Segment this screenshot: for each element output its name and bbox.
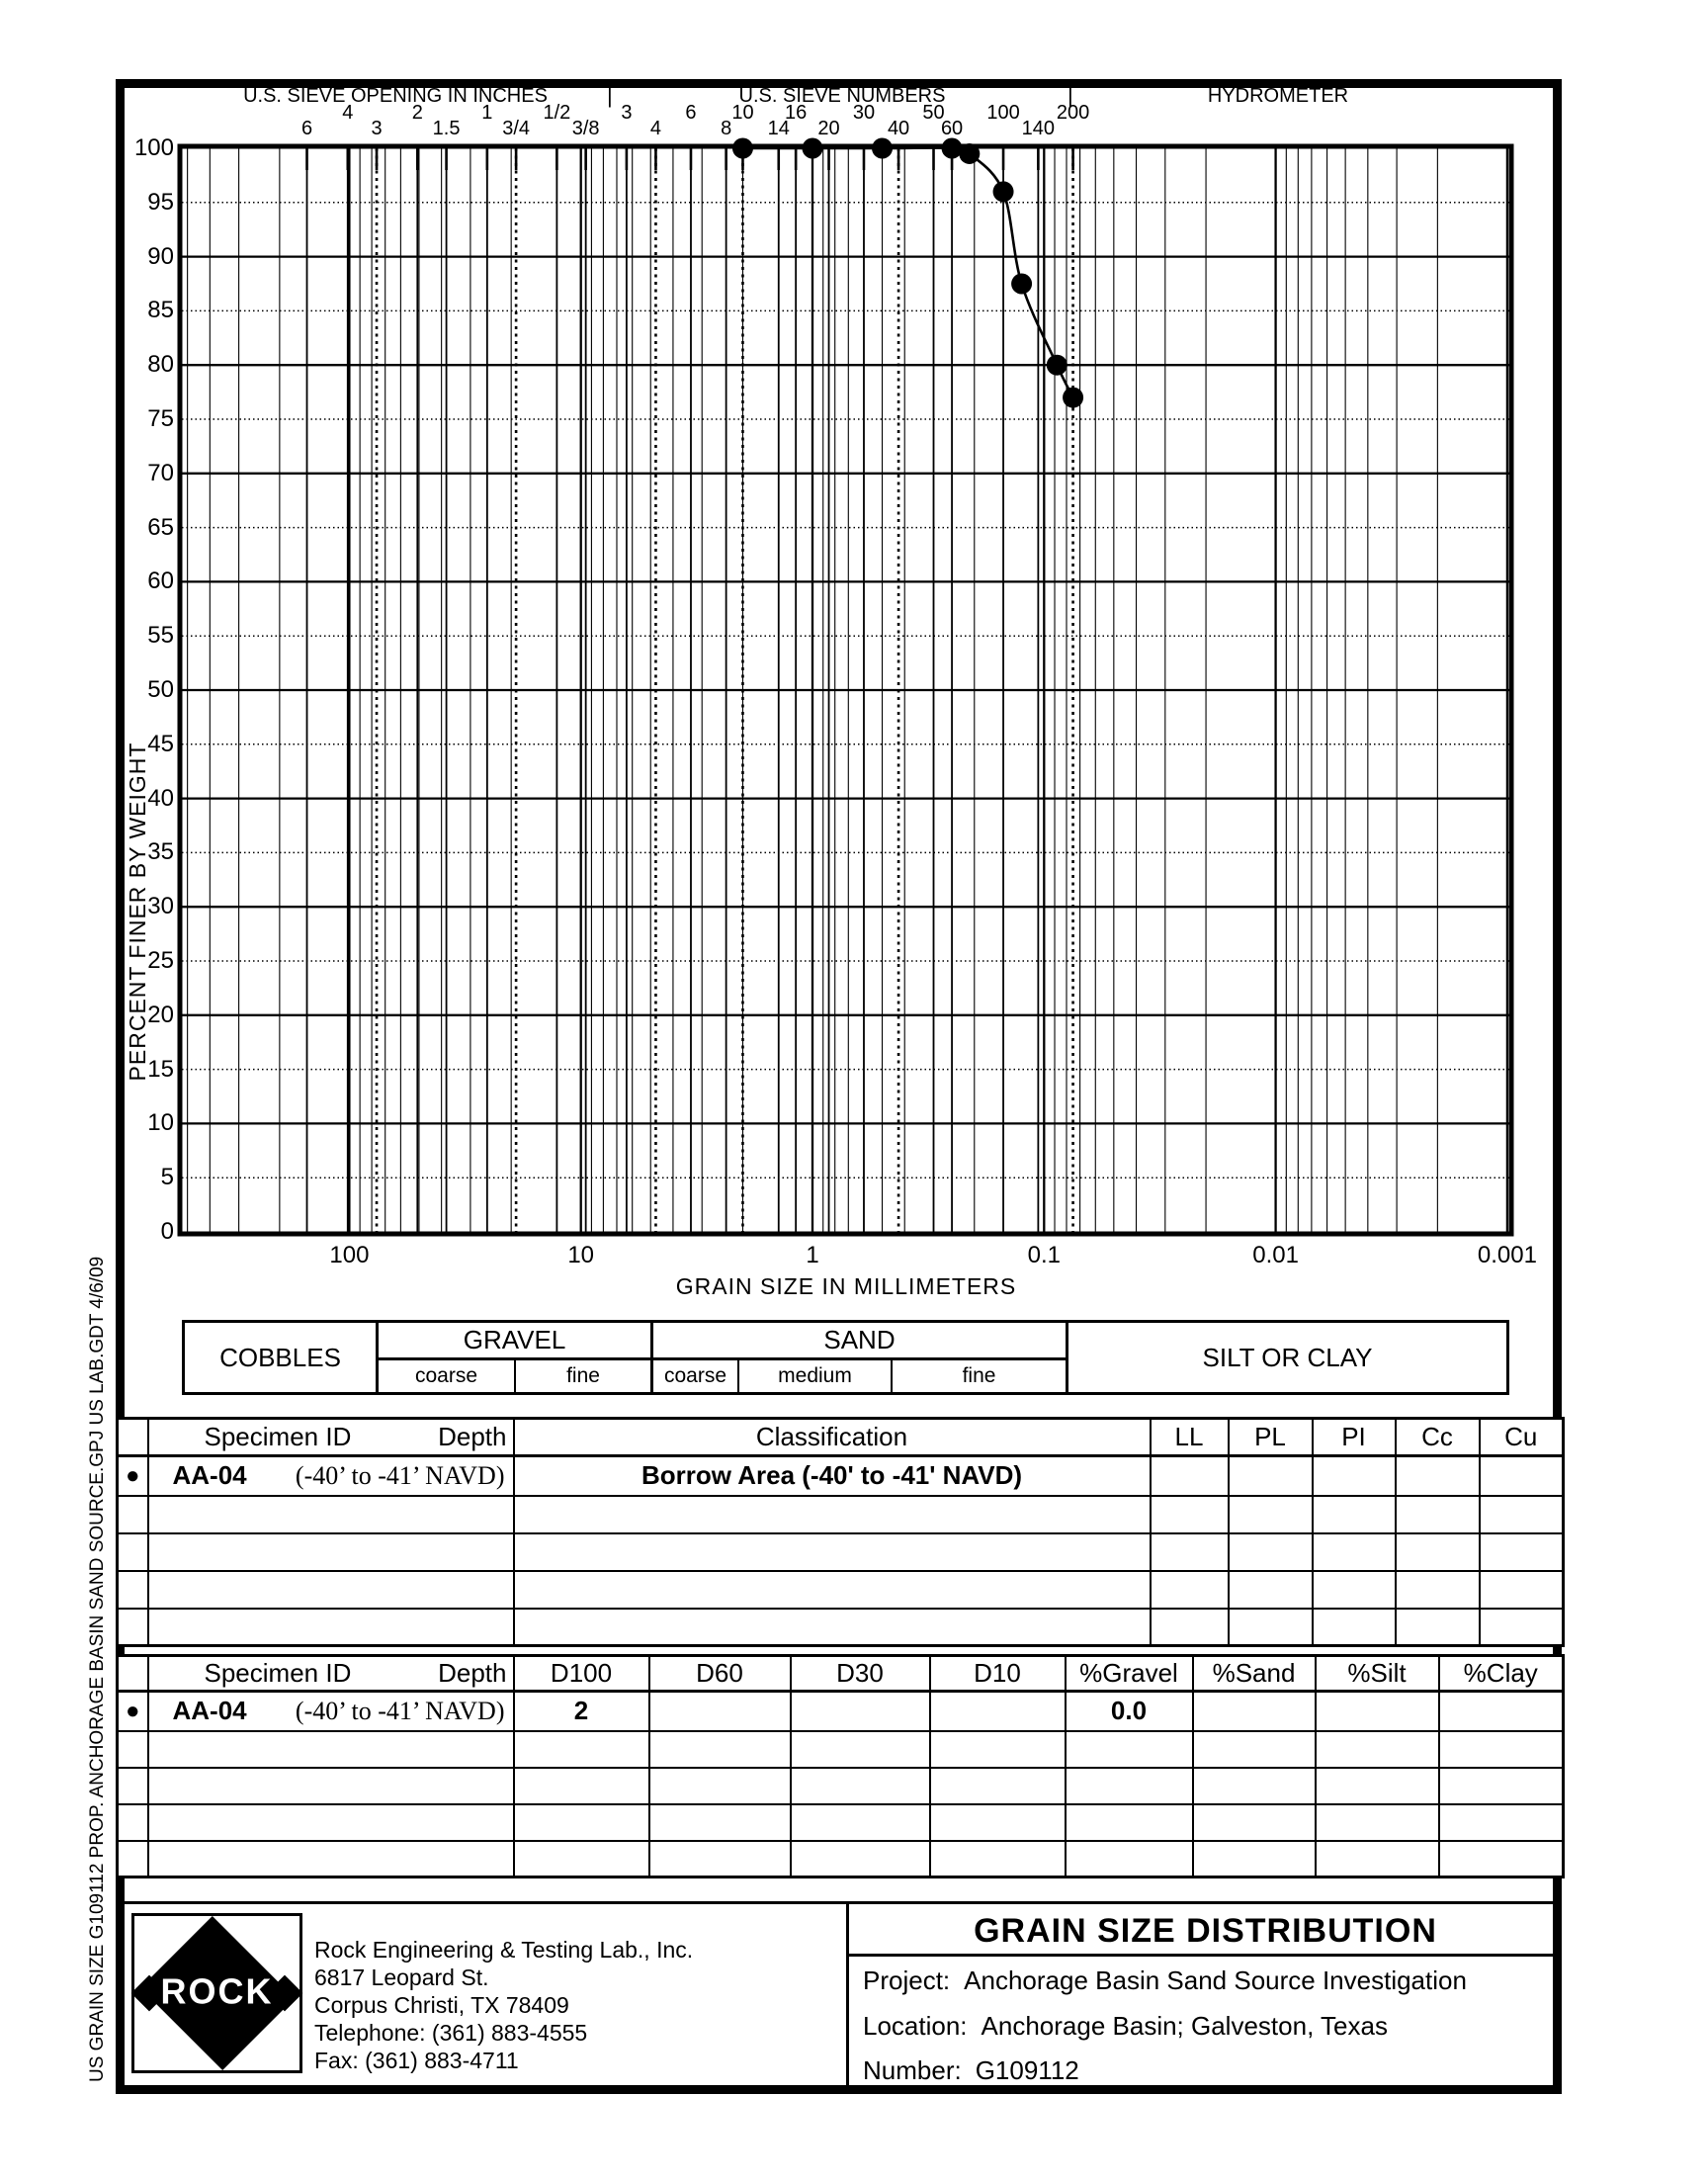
clay-value-cell bbox=[1439, 1692, 1564, 1731]
sieve-tick-label: 140 bbox=[1021, 118, 1056, 139]
d30-header-cell: D30 bbox=[791, 1656, 930, 1692]
empty-cell bbox=[1066, 1768, 1193, 1804]
sieve-tick-label: 60 bbox=[940, 118, 964, 139]
empty-cell bbox=[1193, 1731, 1316, 1768]
silt-or-clay-cell: SILT OR CLAY bbox=[1202, 1342, 1373, 1372]
specimen-depth-cell bbox=[148, 1456, 514, 1496]
gravel-fine-label: fine bbox=[566, 1364, 600, 1387]
empty-cell bbox=[1313, 1609, 1396, 1646]
empty-row bbox=[118, 1731, 1564, 1768]
d60-value-cell bbox=[649, 1692, 791, 1731]
logo-text: ROCK bbox=[160, 1970, 274, 2012]
empty-cell bbox=[514, 1804, 649, 1841]
empty-cell bbox=[1316, 1841, 1439, 1877]
gravel-coarse-label: coarse bbox=[379, 1360, 516, 1392]
cc-header-cell: Cc bbox=[1396, 1419, 1480, 1456]
sieve-tick-label: 1/2 bbox=[543, 102, 571, 124]
empty-cell bbox=[1480, 1496, 1564, 1533]
sieve-tick-label: 2 bbox=[411, 102, 423, 124]
depth-header: Depth bbox=[438, 1658, 507, 1688]
pl-header-cell: PL bbox=[1229, 1419, 1313, 1456]
empty-cell bbox=[148, 1609, 514, 1646]
d10-value-cell bbox=[930, 1692, 1066, 1731]
silt-value-cell bbox=[1316, 1692, 1439, 1731]
x-tick-label: 0.1 bbox=[1027, 1242, 1061, 1268]
empty-cell bbox=[148, 1496, 514, 1533]
empty-cell bbox=[148, 1768, 514, 1804]
y-tick-label: 10 bbox=[147, 1109, 174, 1137]
sieve-tick-label: 8 bbox=[721, 118, 732, 139]
empty-row bbox=[118, 1496, 1564, 1533]
y-tick-label: 90 bbox=[147, 242, 174, 270]
sieve-tick-label: 10 bbox=[731, 102, 754, 124]
sand-label: SAND bbox=[653, 1323, 1066, 1360]
empty-cell bbox=[514, 1533, 1151, 1571]
empty-cell bbox=[1480, 1533, 1564, 1571]
x-axis-title: GRAIN SIZE IN MILLIMETERS bbox=[675, 1273, 1017, 1299]
y-tick-label: 0 bbox=[160, 1218, 174, 1245]
sieve-tick-label: 6 bbox=[300, 118, 313, 139]
empty-cell bbox=[649, 1768, 791, 1804]
empty-row bbox=[118, 1609, 1564, 1646]
y-tick-label: 55 bbox=[147, 622, 174, 650]
sieve-tick-label: 1 bbox=[481, 102, 493, 124]
empty-cell bbox=[1316, 1731, 1439, 1768]
row-symbol-marker: ● bbox=[118, 1692, 148, 1731]
cu-value-cell bbox=[1480, 1456, 1564, 1496]
sieve-tick-label: 16 bbox=[785, 102, 808, 124]
sieve-tick-label: 4 bbox=[342, 102, 354, 124]
gravel-header-cell: %Gravel bbox=[1066, 1656, 1193, 1692]
depth-value: (-40’ to -41’ NAVD) bbox=[295, 1460, 505, 1490]
empty-cell bbox=[1313, 1533, 1396, 1571]
empty-cell bbox=[514, 1768, 649, 1804]
empty-cell bbox=[148, 1571, 514, 1609]
empty-cell bbox=[514, 1841, 649, 1877]
empty-cell bbox=[649, 1804, 791, 1841]
sieve-tick-label: 3 bbox=[371, 118, 383, 139]
x-tick-label: 10 bbox=[567, 1242, 595, 1268]
empty-cell bbox=[791, 1731, 930, 1768]
ll-value-cell bbox=[1151, 1456, 1229, 1496]
empty-cell bbox=[791, 1768, 930, 1804]
empty-cell bbox=[1066, 1804, 1193, 1841]
empty-cell bbox=[1313, 1496, 1396, 1533]
y-tick-label: 15 bbox=[147, 1055, 174, 1083]
sieve-tick-label: 1.5 bbox=[432, 118, 461, 139]
empty-cell bbox=[118, 1768, 148, 1804]
ll-header-cell: LL bbox=[1151, 1419, 1229, 1456]
empty-cell bbox=[1480, 1609, 1564, 1646]
d60-header-cell: D60 bbox=[649, 1656, 791, 1692]
y-tick-label: 35 bbox=[147, 838, 174, 866]
project-label: Project: bbox=[863, 1965, 951, 1995]
y-axis-title: PERCENT FINER BY WEIGHT bbox=[125, 742, 150, 1082]
empty-cell bbox=[1193, 1841, 1316, 1877]
company-address-line: Telephone: (361) 883-4555 bbox=[314, 2020, 588, 2046]
number-row bbox=[863, 2055, 1079, 2086]
sand-medium-label: medium bbox=[739, 1360, 893, 1392]
empty-cell bbox=[118, 1533, 148, 1571]
specimen-depth-header-cell bbox=[148, 1419, 514, 1456]
sieve-tick-label: 3/8 bbox=[571, 118, 600, 139]
y-tick-label: 95 bbox=[147, 188, 174, 216]
empty-cell bbox=[514, 1609, 1151, 1646]
project-value: Anchorage Basin Sand Source Investigation bbox=[964, 1965, 1467, 1995]
sieve-tick-label: 20 bbox=[817, 118, 840, 139]
empty-cell bbox=[148, 1804, 514, 1841]
report-title: GRAIN SIZE DISTRIBUTION bbox=[974, 1912, 1437, 1950]
sieve-tick-label: 3/4 bbox=[502, 118, 531, 139]
empty-cell bbox=[514, 1571, 1151, 1609]
empty-cell bbox=[1396, 1609, 1480, 1646]
d100-header-cell: D100 bbox=[514, 1656, 649, 1692]
sand-value-cell bbox=[1193, 1692, 1316, 1731]
sand-header-cell: %Sand bbox=[1193, 1656, 1316, 1692]
pi-header-cell: PI bbox=[1313, 1419, 1396, 1456]
empty-cell bbox=[1066, 1731, 1193, 1768]
empty-cell bbox=[148, 1731, 514, 1768]
y-tick-label: 25 bbox=[147, 947, 174, 974]
empty-cell bbox=[1396, 1533, 1480, 1571]
depth-header: Depth bbox=[438, 1422, 507, 1451]
company-address-line: 6817 Leopard St. bbox=[314, 1965, 489, 1990]
empty-cell bbox=[791, 1841, 930, 1877]
company-address-line: Corpus Christi, TX 78409 bbox=[314, 1992, 569, 2018]
empty-cell bbox=[930, 1841, 1066, 1877]
company-address-line: Rock Engineering & Testing Lab., Inc. bbox=[314, 1937, 694, 1963]
project-row bbox=[863, 1965, 1467, 1996]
empty-cell bbox=[1316, 1804, 1439, 1841]
empty-row bbox=[118, 1804, 1564, 1841]
empty-cell bbox=[148, 1533, 514, 1571]
empty-cell bbox=[148, 1841, 514, 1877]
classification-table bbox=[116, 1417, 1565, 1647]
empty-cell bbox=[1151, 1571, 1229, 1609]
hydrometer-header: HYDROMETER bbox=[1207, 85, 1349, 107]
company-logo bbox=[131, 1913, 302, 2073]
header-separator: | bbox=[1068, 83, 1073, 108]
grading-parameters-table bbox=[116, 1654, 1565, 1878]
empty-cell bbox=[1193, 1804, 1316, 1841]
sieve-tick-label: 30 bbox=[852, 102, 876, 124]
empty-cell bbox=[118, 1841, 148, 1877]
empty-cell bbox=[514, 1496, 1151, 1533]
specimen-depth-cell bbox=[148, 1692, 514, 1731]
empty-row bbox=[118, 1768, 1564, 1804]
marker-header-cell bbox=[118, 1419, 148, 1456]
location-row bbox=[863, 2011, 1388, 2042]
file-info-vertical-text: US GRAIN SIZE G109112 PROP. ANCHORAGE BASIN SAND SOURCE.GPJ US LAB.GDT 4/6/09 bbox=[87, 1256, 108, 2082]
empty-cell bbox=[1480, 1571, 1564, 1609]
sieve-numbers-header: U.S. SIEVE NUMBERS bbox=[738, 85, 946, 107]
cu-header-cell: Cu bbox=[1480, 1419, 1564, 1456]
sieve-tick-label: 3 bbox=[621, 102, 633, 124]
y-tick-label: 75 bbox=[147, 405, 174, 432]
y-tick-label: 50 bbox=[147, 676, 174, 703]
silt-header-cell: %Silt bbox=[1316, 1656, 1439, 1692]
depth-value: (-40’ to -41’ NAVD) bbox=[295, 1696, 505, 1725]
title-underline bbox=[849, 1954, 1562, 1957]
soil-classification-bar bbox=[182, 1320, 1509, 1395]
x-tick-label: 0.001 bbox=[1477, 1242, 1537, 1268]
empty-cell bbox=[1151, 1609, 1229, 1646]
cc-value-cell bbox=[1396, 1456, 1480, 1496]
sieve-tick-label: 6 bbox=[685, 102, 697, 124]
specimen-row bbox=[118, 1456, 1564, 1496]
empty-cell bbox=[1066, 1841, 1193, 1877]
empty-row bbox=[118, 1533, 1564, 1571]
y-tick-label: 20 bbox=[147, 1001, 174, 1028]
company-address-line: Fax: (361) 883-4711 bbox=[314, 2048, 519, 2073]
empty-cell bbox=[1396, 1571, 1480, 1609]
cobbles-cell: COBBLES bbox=[185, 1323, 379, 1392]
y-tick-label: 100 bbox=[133, 134, 174, 161]
row-symbol-marker: ● bbox=[118, 1456, 148, 1496]
y-tick-label: 30 bbox=[147, 893, 174, 920]
empty-cell bbox=[118, 1804, 148, 1841]
gravel-group bbox=[379, 1323, 653, 1392]
empty-cell bbox=[649, 1731, 791, 1768]
clay-header-cell: %Clay bbox=[1439, 1656, 1564, 1692]
empty-cell bbox=[1151, 1496, 1229, 1533]
empty-row bbox=[118, 1841, 1564, 1877]
gravel-value-cell: 0.0 bbox=[1066, 1692, 1193, 1731]
company-address-block bbox=[314, 1936, 693, 2074]
sieve-tick-label: 14 bbox=[767, 118, 790, 139]
classification-header-cell: Classification bbox=[514, 1419, 1151, 1456]
specimen-id-header: Specimen ID bbox=[204, 1422, 352, 1451]
empty-cell bbox=[1229, 1533, 1313, 1571]
empty-cell bbox=[118, 1571, 148, 1609]
y-tick-label: 70 bbox=[147, 459, 174, 486]
number-label: Number: bbox=[863, 2055, 962, 2085]
empty-cell bbox=[1316, 1768, 1439, 1804]
location-value: Anchorage Basin; Galveston, Texas bbox=[981, 2011, 1388, 2041]
marker-header-cell bbox=[118, 1656, 148, 1692]
sieve-inches-header: U.S. SIEVE OPENING IN INCHES bbox=[243, 85, 548, 107]
empty-row bbox=[118, 1571, 1564, 1609]
x-tick-label: 100 bbox=[329, 1242, 370, 1268]
empty-cell bbox=[1313, 1571, 1396, 1609]
y-tick-label: 40 bbox=[147, 784, 174, 812]
empty-cell bbox=[649, 1841, 791, 1877]
empty-cell bbox=[118, 1609, 148, 1646]
sieve-tick-label: 4 bbox=[649, 118, 661, 139]
empty-cell bbox=[1229, 1496, 1313, 1533]
empty-cell bbox=[514, 1731, 649, 1768]
y-tick-label: 5 bbox=[160, 1164, 174, 1191]
y-tick-label: 65 bbox=[147, 513, 174, 541]
d10-header-cell: D10 bbox=[930, 1656, 1066, 1692]
empty-cell bbox=[1439, 1731, 1564, 1768]
specimen-row bbox=[118, 1692, 1564, 1731]
empty-cell bbox=[1439, 1841, 1564, 1877]
y-tick-label: 45 bbox=[147, 730, 174, 757]
specimen-id-value: AA-04 bbox=[172, 1696, 247, 1726]
gravel-label: GRAVEL bbox=[379, 1323, 650, 1360]
sand-coarse-label: coarse bbox=[653, 1360, 739, 1392]
y-tick-label: 85 bbox=[147, 297, 174, 324]
pl-value-cell bbox=[1229, 1456, 1313, 1496]
title-block-footer bbox=[116, 1901, 1562, 2085]
empty-cell bbox=[1396, 1496, 1480, 1533]
y-tick-label: 60 bbox=[147, 568, 174, 595]
sand-fine-label: fine bbox=[962, 1364, 996, 1387]
empty-cell bbox=[1151, 1533, 1229, 1571]
empty-cell bbox=[118, 1496, 148, 1533]
classification-value-cell: Borrow Area (-40' to -41' NAVD) bbox=[514, 1456, 1151, 1496]
specimen-id-value: AA-04 bbox=[172, 1460, 247, 1491]
x-tick-label: 1 bbox=[806, 1242, 819, 1268]
empty-cell bbox=[118, 1731, 148, 1768]
pi-value-cell bbox=[1313, 1456, 1396, 1496]
sieve-tick-label: 40 bbox=[887, 118, 910, 139]
d100-value-cell: 2 bbox=[514, 1692, 649, 1731]
sieve-tick-label: 200 bbox=[1056, 102, 1090, 124]
number-value: G109112 bbox=[975, 2055, 1079, 2085]
empty-cell bbox=[1229, 1609, 1313, 1646]
empty-cell bbox=[1439, 1768, 1564, 1804]
specimen-depth-header-cell bbox=[148, 1656, 514, 1692]
empty-cell bbox=[1193, 1768, 1316, 1804]
x-tick-label: 0.01 bbox=[1252, 1242, 1299, 1268]
y-tick-label: 80 bbox=[147, 351, 174, 379]
sieve-tick-label: 50 bbox=[922, 102, 945, 124]
empty-cell bbox=[930, 1804, 1066, 1841]
header-separator: | bbox=[607, 83, 613, 108]
d30-value-cell bbox=[791, 1692, 930, 1731]
sieve-tick-label: 100 bbox=[986, 102, 1020, 124]
empty-cell bbox=[1229, 1571, 1313, 1609]
empty-cell bbox=[1439, 1804, 1564, 1841]
empty-cell bbox=[791, 1804, 930, 1841]
specimen-id-header: Specimen ID bbox=[204, 1658, 352, 1688]
location-label: Location: bbox=[863, 2011, 968, 2041]
sand-group bbox=[653, 1323, 1068, 1392]
empty-cell bbox=[930, 1768, 1066, 1804]
empty-cell bbox=[930, 1731, 1066, 1768]
